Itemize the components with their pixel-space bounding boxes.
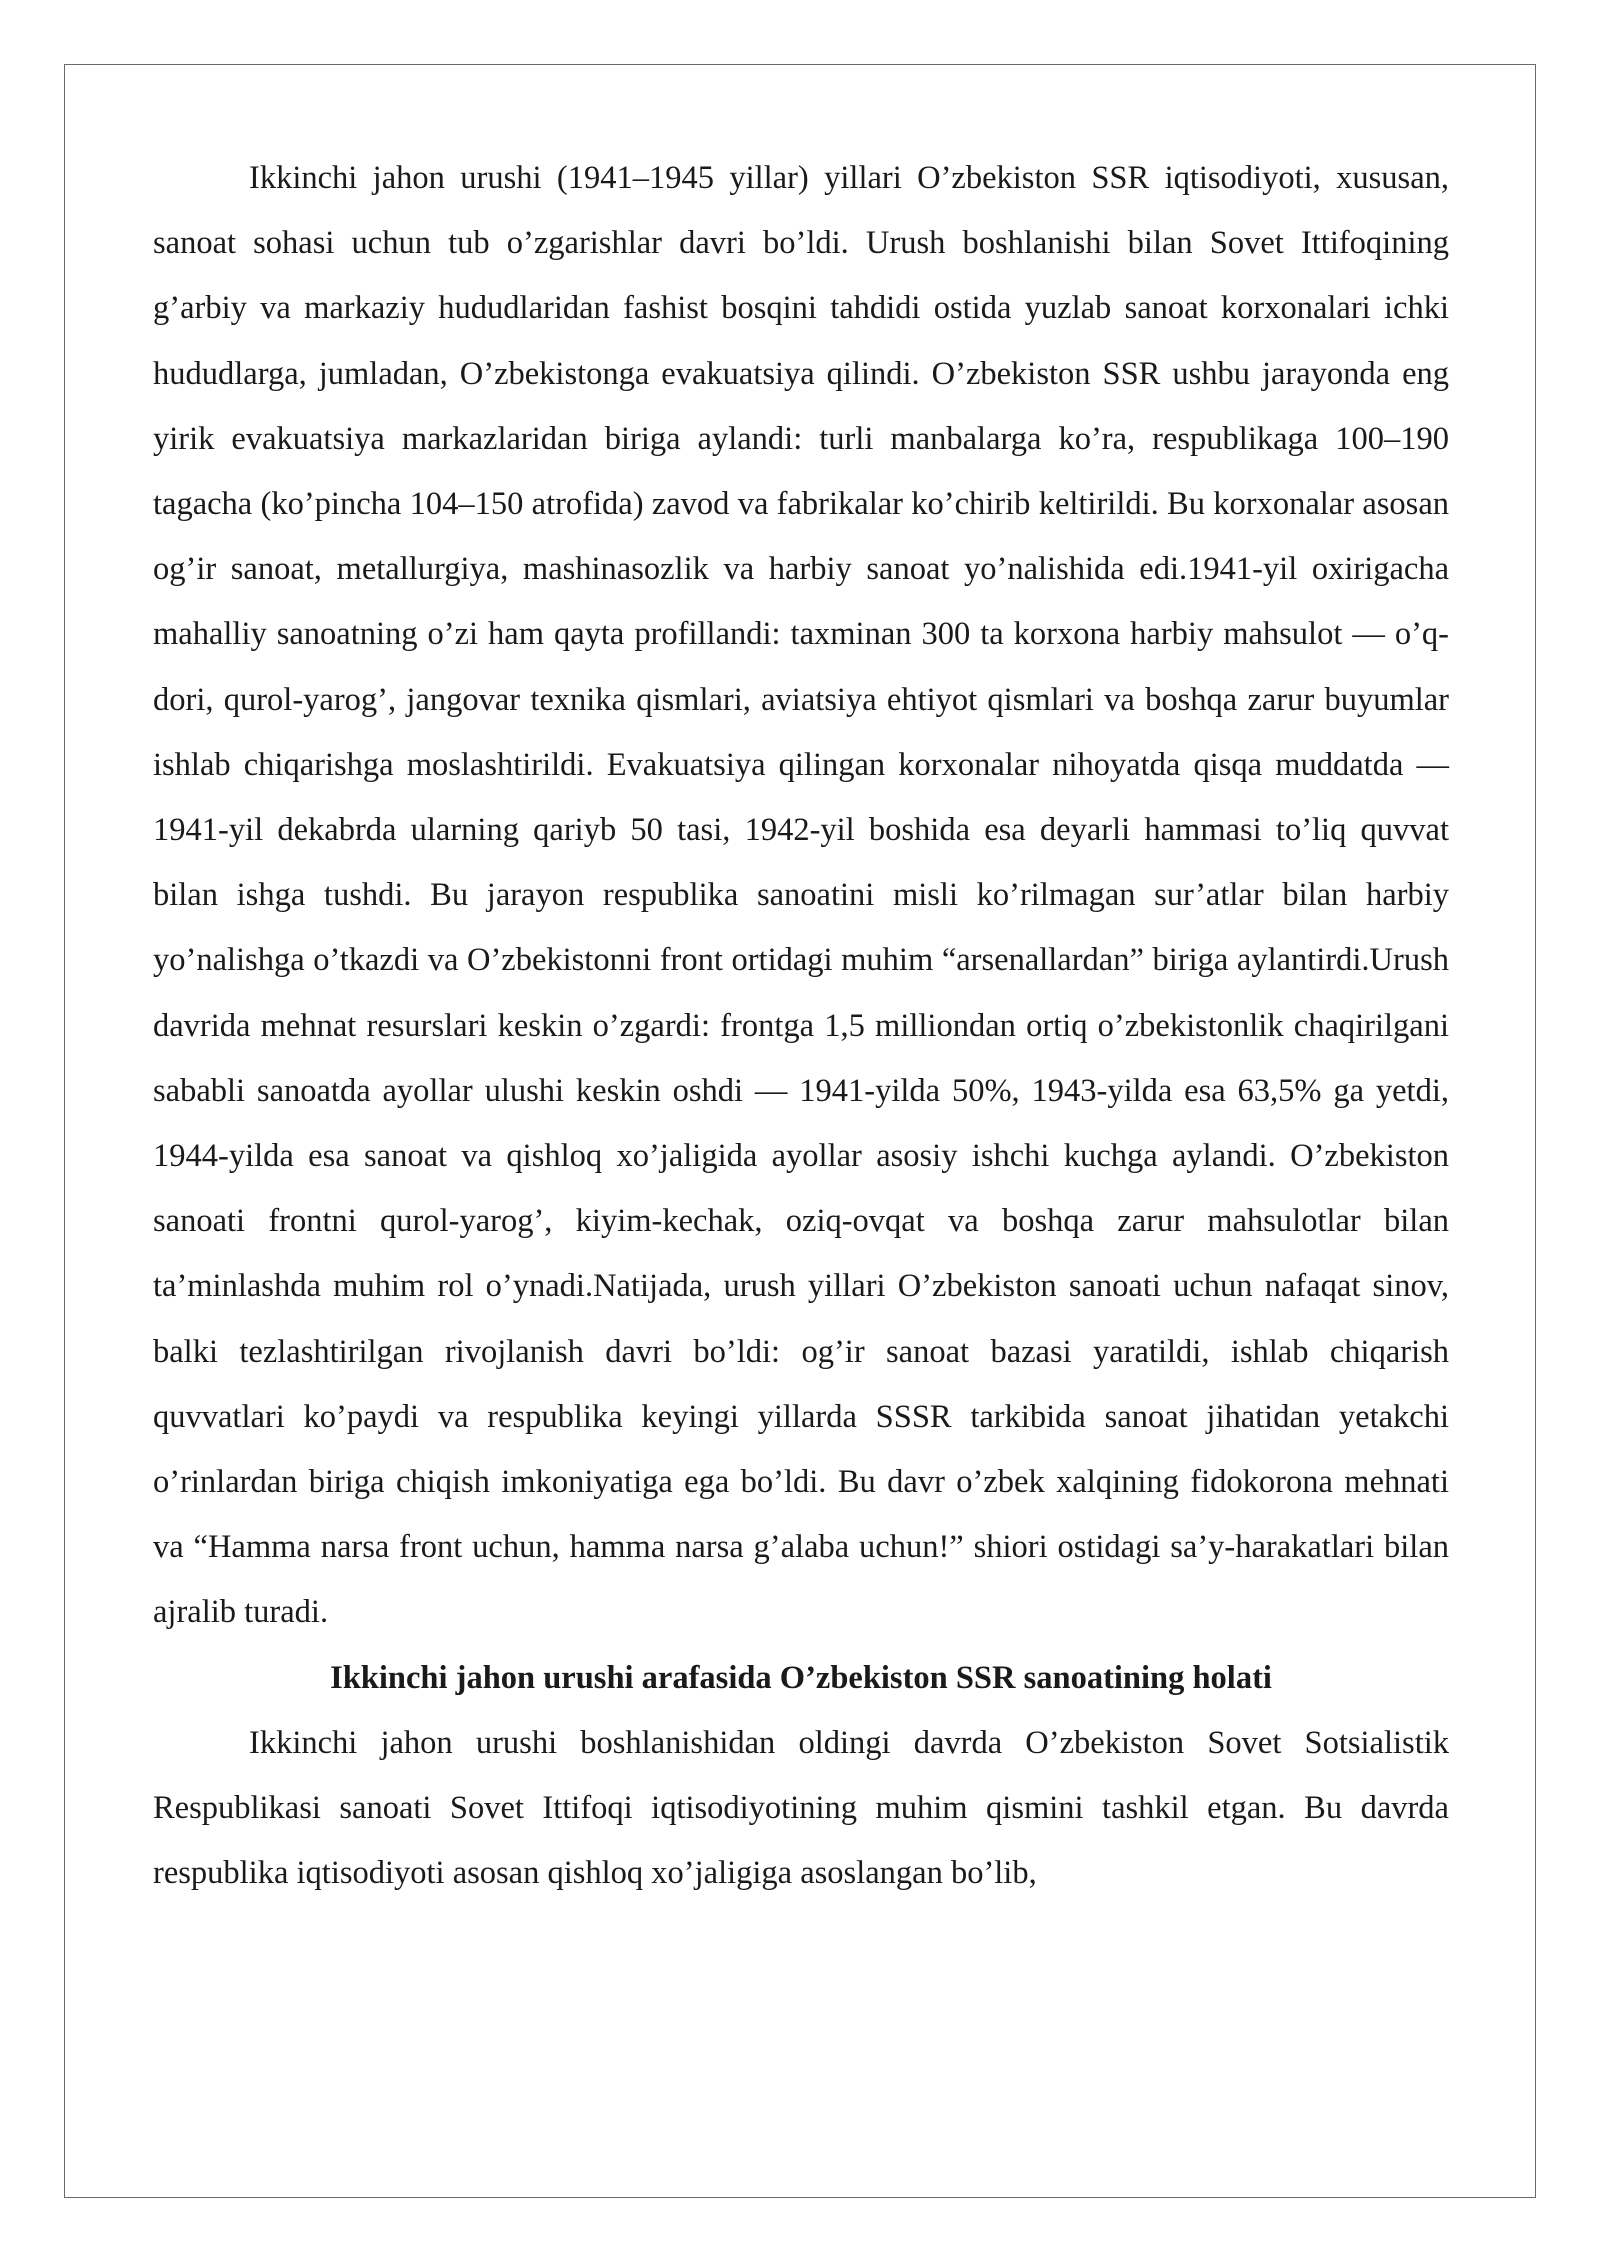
section-heading: Ikkinchi jahon urushi arafasida O’zbekiston SSR sanoatining holati <box>330 1659 1272 1696</box>
body-paragraph: Ikkinchi jahon urushi (1941–1945 yillar) yillari O’zbekiston SSR iqtisodiyoti, xususan, sanoat sohasi uchun tub o’zgarishlar davri bo’ldi. Urush boshlanishi bilan Sovet Ittifoqining g’arbiy va markaziy hududlaridan fashist bosqini tahdidi ostida yuzlab sanoat korxonalari ichki hududlarga, jumladan, O’zbekistonga evakuatsiya qilindi. O’zbekiston SSR ushbu jarayonda eng yirik evakuatsiya markazlaridan biriga aylandi: turli manbalarga ko’ra, respublikaga 100–190 tagacha (ko’pincha 104–150 atrofida) zavod va fabrikalar ko’chirib keltirildi. Bu korxonalar asosan og’ir sanoat, metallurgiya, mashinasozlik va harbiy sanoat yo’nalishida edi.1941-yil oxirigacha mahalliy sanoatning o’zi ham qayta profillandi: taxminan 300 ta korxona harbiy mahsulot — o’q-dori, qurol-yarog’, jangovar texnika qismlari, aviatsiya ehtiyot qismlari va boshqa zarur buyumlar ishlab chiqarishga moslashtirildi. Evakuatsiya qilingan korxonalar nihoyatda qisqa muddatda — 1941-yil dekabrda ularning qariyb 50 tasi, 1942-yil boshida esa deyarli hammasi to’liq quvvat bilan ishga tushdi. Bu jarayon respublika sanoatini misli ko’rilmagan sur’atlar bilan harbiy yo’nalishga o’tkazdi va O’zbekistonni front ortidagi muhim “arsenallardan” biriga aylantirdi.Urush davrida mehnat resurslari keskin o’zgardi: frontga 1,5 milliondan ortiq o’zbekistonlik chaqirilgani sababli sanoatda ayollar ulushi keskin oshdi — 1941-yilda 50%, 1943-yilda esa 63,5% ga yetdi, 1944-yilda esa sanoat va qishloq xo’jaligida ayollar asosiy ishchi kuchga aylandi. O’zbekiston sanoati frontni qurol-yarog’, kiyim-kechak, oziq-ovqat va boshqa zarur mahsulotlar bilan ta’minlashda muhim rol o’ynadi.Natijada, urush yillari O’zbekiston sanoati uchun nafaqat sinov, balki tezlashtirilgan rivojlanish davri bo’ldi: og’ir sanoat bazasi yaratildi, ishlab chiqarish quvvatlari ko’paydi va respublika keyingi yillarda SSSR tarkibida sanoat jihatidan yetakchi o’rinlardan biriga chiqish imkoniyatiga ega bo’ldi. Bu davr o’zbek xalqining fidokorona mehnati va “Hamma narsa front uchun, hamma narsa g’alaba uchun!” shiori ostidagi sa’y-harakatlari bilan ajralib turadi. <box>153 160 1449 1631</box>
document-body <box>153 146 1449 1906</box>
section-paragraph: Ikkinchi jahon urushi boshlanishidan oldingi davrda O’zbekiston Sovet Sotsialistik Respublikasi sanoati Sovet Ittifoqi iqtisodiyotining muhim qismini tashkil etgan. Bu davrda respublika iqtisodiyoti asosan qishloq xo’jaligiga asoslangan bo’lib, <box>153 1724 1449 1892</box>
